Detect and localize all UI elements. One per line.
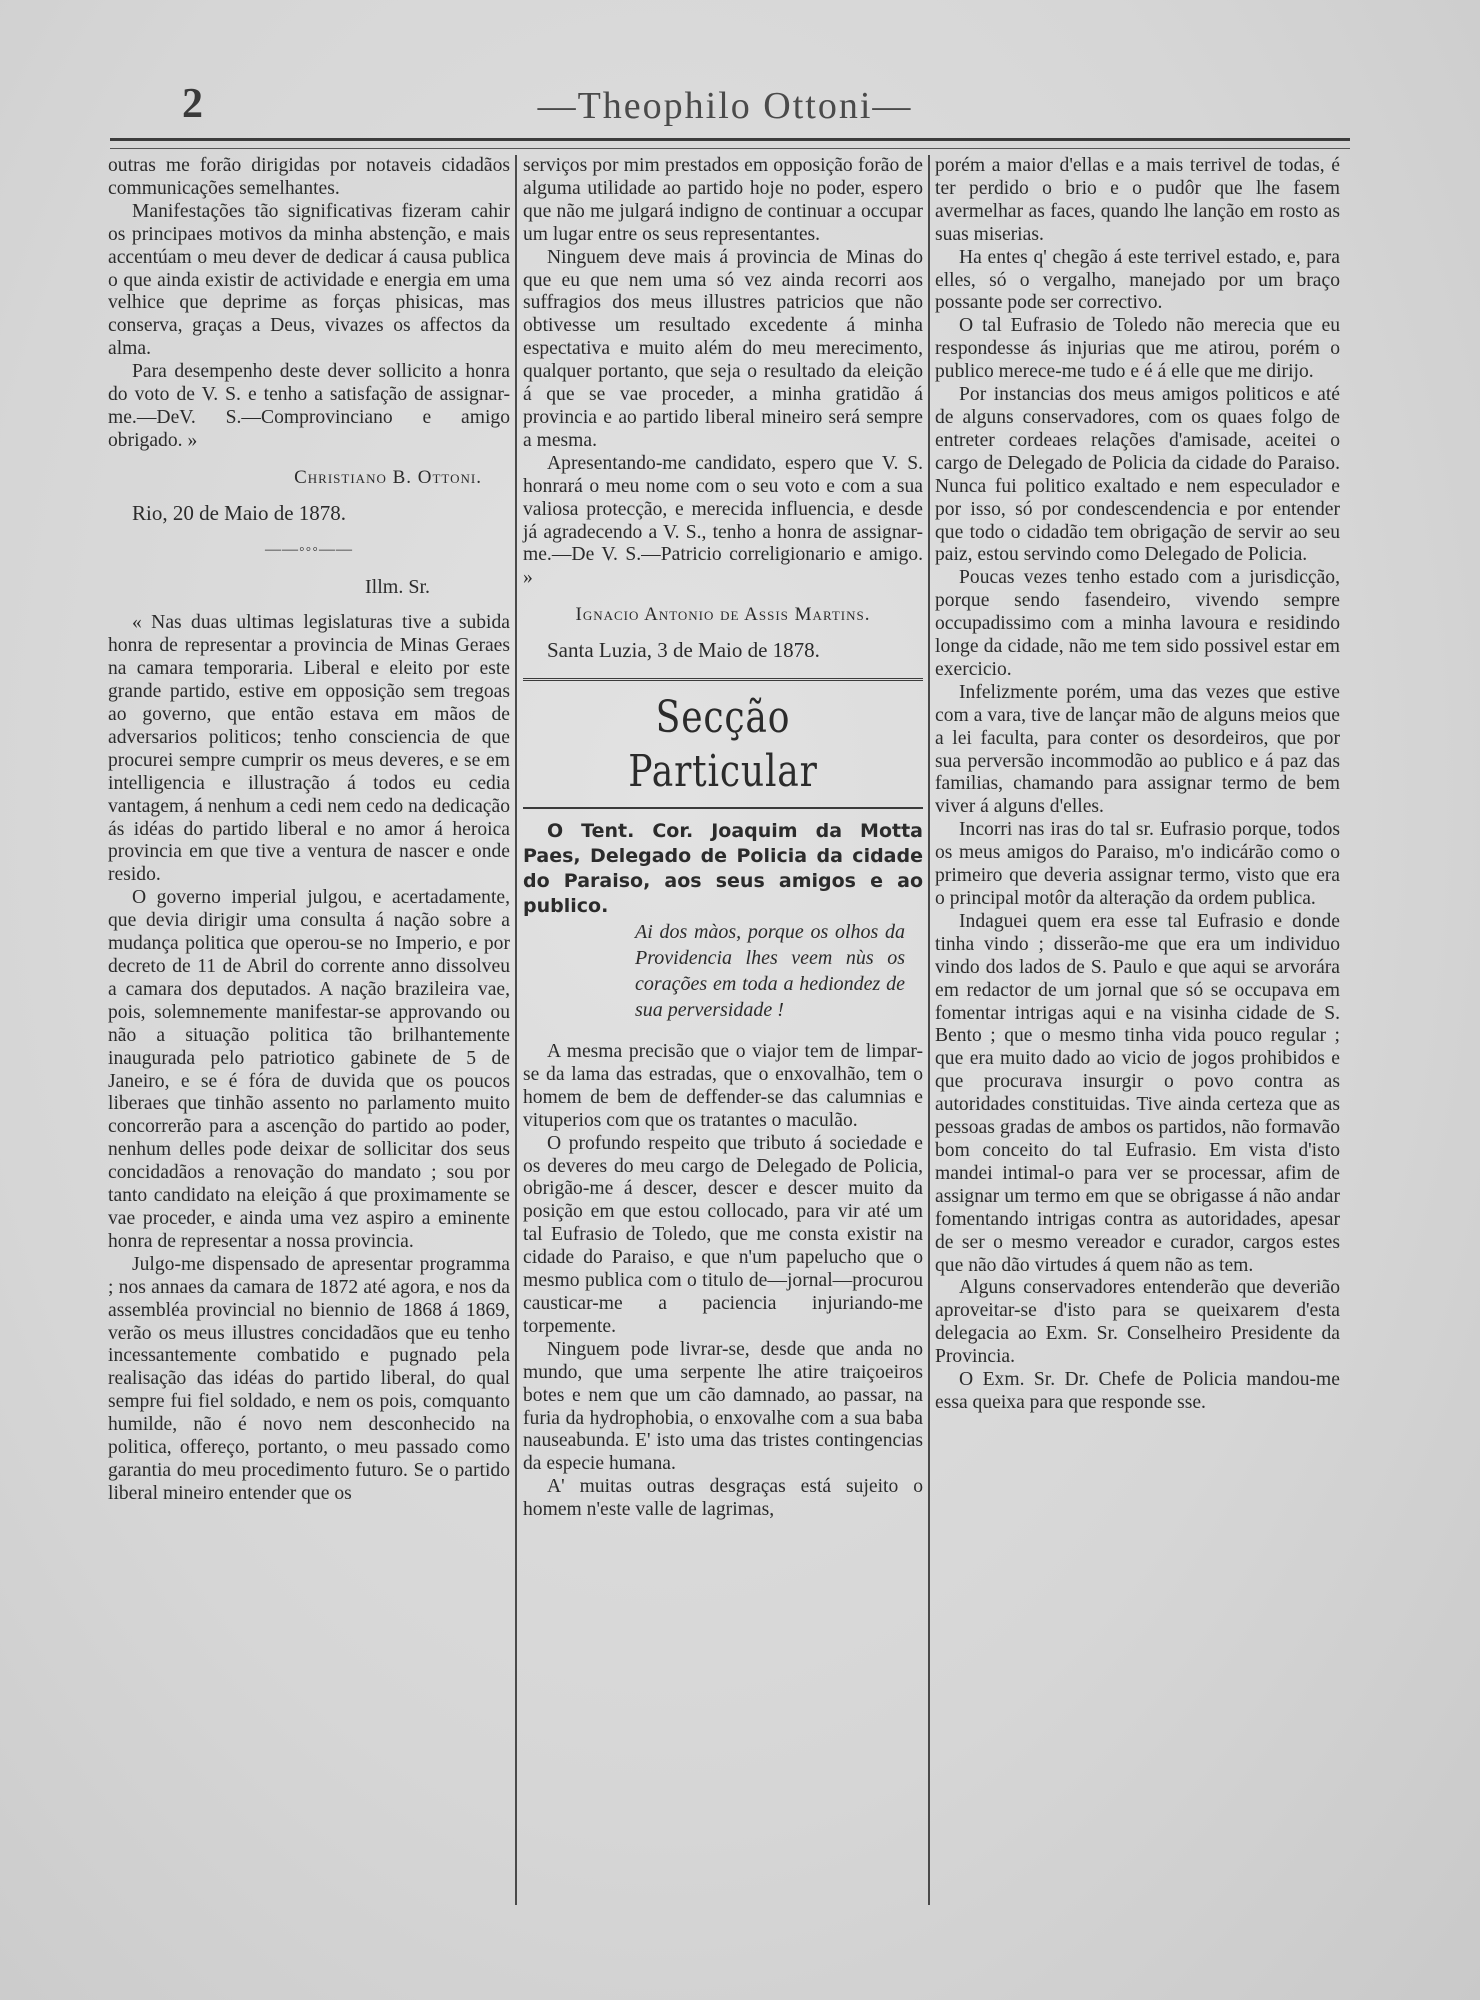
paragraph: Alguns conservadores entenderão que deverião aproveitar-se d'isto para se queixarem d'esta delegacia ao Exm. Sr. Conselheiro Presidente da Provincia. <box>935 1277 1340 1368</box>
newspaper-title: —Theophilo Ottoni— <box>537 85 913 127</box>
paragraph: Apresentando-me candidato, espero que V. S. honrará o meu nome com o seu voto e com a sua valiosa protecção, e merecida influencia, e desde já agradecendo a V. S., tenho a honra de assignar-me.—De V. S.—Patricio correligionario e amigo. » <box>523 452 923 589</box>
paragraph: O Exm. Sr. Dr. Chefe de Policia mandou-me essa queixa para que responde sse. <box>935 1369 1340 1413</box>
paragraph: A' muitas outras desgraças está sujeito o homem n'este valle de lagrimas, <box>523 1476 923 1521</box>
ornament-divider: ——◦◦◦—— <box>264 540 353 558</box>
section-header <box>523 678 923 809</box>
paragraph: « Nas duas ultimas legislaturas tive a subida honra de representar a provincia de Minas Geraes na camara temporaria. Liberal e eleito por este grande partido, estive em opposição sem tregoas ao governo, que então estava em mãos de adversarios politicos; tenho consciencia de que procurei sempre cumprir os meus deveres, e se em intelligencia e illustração á todos eu cedia vantagem, á nenhum a cedi nem cedo na dedicação ás idéas do partido liberal e no amor á heroica provincia em que tive a ventura de nascer e onde resido. <box>108 612 510 886</box>
dateline: Santa Luzia, 3 de Maio de 1878. <box>547 638 820 663</box>
paragraph: Por instancias dos meus amigos politicos e até de alguns conservadores, com os quaes folgo de entreter cordeaes relações d'amisade, aceitei o cargo de Delegado de Policia da cidade do Paraiso. Nunca fui politico exaltado e nem especulador e por isso, só por condescendencia e por entender que todo o cidadão tem obrigação de servir ao seu paiz, estou servindo como Delegado de Policia. <box>935 384 1340 566</box>
column-2 <box>523 155 923 1940</box>
paragraph: Ninguem pode livrar-se, desde que anda no mundo, que uma serpente lhe atire traiçoeiros botes e nem que um cão damnado, ao passar, na furia da hydrophobia, o enxovalhe com a sua baba nauseabunda. E' isto uma das tristes contingencias da especie humana. <box>523 1338 923 1475</box>
paragraph: Ninguem deve mais á provincia de Minas do que eu que nem uma só vez ainda recorri aos suffragios dos meus illustres patricios que não obtivesse um resultado excedente á minha espectativa e muito além do meu merecimento, qualquer portanto, que seja o resultado da eleição á que se vae proceder, a minha gratidão á provincia e ao partido liberal mineiro será sempre a mesma. <box>523 246 923 451</box>
dateline: Rio, 20 de Maio de 1878. <box>132 500 347 525</box>
epigraph-text: Ai dos màos, porque os olhos da Providencia lhes veem nùs os corações em toda a hediondez de sua perversidade ! <box>635 921 905 1022</box>
paragraph: Poucas vezes tenho estado com a jurisdicção, porque sendo fasendeiro, vivendo sempre occupadissimo com a minha lavoura e residindo longe da cidade, não me tem sido possivel estar em exercicio. <box>935 567 1340 680</box>
column-divider <box>928 155 930 1905</box>
paragraph: O governo imperial julgou, e acertadamente, que devia dirigir uma consulta á nação sobre a mudança politica que operou-se no Imperio, e por decreto de 11 de Abril do corrente anno dissolveu a camara dos deputados. A nação brazileira vae, pois, solemnemente manifestar-se approvando ou não a situação politica tão brilhantemente inaugurada pelo patriotico gabinete de 5 de Janeiro, e se é fóra de duvida que os poucos liberaes que tinhão assento no parlamento muito concorrerão para a ascenção do partido ao poder, nenhum delles pode deixar de sollicitar dos seus concidadãos a renovação do mandato ; sou por tanto candidato na eleição á que proximamente se vae proceder, e ainda uma vez aspiro a eminente honra de representar a nossa provincia. <box>108 887 510 1252</box>
column-divider <box>515 155 517 1905</box>
signature: Ignacio Antonio de Assis Martins. <box>575 604 871 626</box>
signature: Christiano B. Ottoni. <box>294 466 482 488</box>
paragraph: Incorri nas iras do tal sr. Eufrasio porque, todos os meus amigos do Paraiso, m'o indicárão como o primeiro que deveria assignar termo, visto que era o principal motôr da alteração da ordem publica. <box>935 819 1340 909</box>
epigraph <box>635 919 905 1023</box>
paragraph: Julgo-me dispensado de apresentar programma ; nos annaes da camara de 1872 até agora, e nos da assembléa provincial no biennio de 1868 á 1869, verão os meus illustres concidadãos que eu tenho incessantemente combatido e pugnado pela realisação das idéas do partido liberal, do qual sempre fui fiel soldado, e nem os pois, comquanto humilde, não é novo nem desconhecido na politica, offereço, portanto, o meu passado como garantia do meu procedimento futuro. Se o partido liberal mineiro entender que os <box>108 1253 510 1504</box>
paragraph: Infelizmente porém, uma das vezes que estive com a vara, tive de lançar mão de alguns meios que a lei faculta, para conter os desordeiros, que por sua perversão incommodão ao publico e á paz das familias, chamando para assignar termo de bem viver á alguns d'elles. <box>935 681 1340 818</box>
paragraph: outras me forão dirigidas por notaveis cidadãos communicações semelhantes. <box>108 155 510 199</box>
page-number: 2 <box>182 81 203 127</box>
paragraph: porém a maior d'ellas e a mais terrivel de todas, é ter perdido o brio e o pudôr que lhe fasem avermelhar as faces, quando lhe lanção em rosto as suas miserias. <box>935 155 1340 245</box>
section-title: Secção Particular <box>628 692 818 798</box>
paragraph: Indaguei quem era esse tal Eufrasio e donde tinha vindo ; disserão-me que era um individuo vindo dos lados de S. Paulo e que aqui se arvorára em redactor de um jornal que só se occupava em fomentar intrigas aqui e na visinha cidade de S. Bento ; que o mesmo tinha vida pouco regular ; que era muito dado ao vicio de jogos prohibidos e que procurava insurgir o povo contra as autoridades constituidas. Tive ainda certeza que as pessoas gradas de ambos os partidos, não formavão bom conceito do tal Eufrasio. Em vista d'isto mandei intimal-o para ver se processar, afim de assignar um termo em que se obrigasse á não andar fomentando intrigas contra as autoridades, apesar de ser o mesmo vereador e curador, cargos estes que não dão virtudes á quem não as tem. <box>935 910 1340 1276</box>
paragraph: serviços por mim prestados em opposição forão de alguma utilidade ao partido hoje no poder, espero que não me julgará indigno de continuar a occupar um lugar entre os seus representantes. <box>523 155 923 245</box>
paragraph: Manifestações tão significativas fizeram cahir os principaes motivos da minha abstenção, e mais accentúam o meu dever de dedicar á causa publica o que ainda existir de actividade e energia em uma velhice que deprime as forças phisicas, mas conserva, graças a Deus, vivazes os affectos da alma. <box>108 200 510 360</box>
paragraph: Ha entes q' chegão á este terrivel estado, e, para elles, só o vergalho, manejado por um braço possante pode ser correctivo. <box>935 246 1340 314</box>
header-rule <box>110 138 1350 149</box>
column-1 <box>108 155 510 1940</box>
salutation: Illm. Sr. <box>364 575 430 598</box>
column-3 <box>935 155 1340 1940</box>
paragraph: Para desempenho deste dever sollicito a honra do voto de V. S. e tenho a satisfação de assignar-me.—DeV. S.—Comprovinciano e amigo obrigado. » <box>108 361 510 451</box>
paragraph: O profundo respeito que tributo á sociedade e os deveres do meu cargo de Delegado de Policia, obrigão-me á descer, descer e descer muito da posição em que estou collocado, para vir até um tal Eufrasio de Toledo, que me consta existir na cidade do Paraiso, e que n'um papelucho que o mesmo publica com o titulo de—jornal—procurou causticar-me a paciencia injuriando-me torpemente. <box>523 1132 923 1337</box>
article-headline: O Tent. Cor. Joaquim da Motta Paes, Delegado de Policia da cidade do Paraiso, aos seus amigos e ao publico. <box>523 820 923 918</box>
paragraph: O tal Eufrasio de Toledo não merecia que eu respondesse ás injurias que me atirou, porém o publico merece-me tudo e é á elle que me dirijo. <box>935 315 1340 383</box>
paragraph: A mesma precisão que o viajor tem de limpar-se da lama das estradas, que o enxovalhão, tem o homem de bem de deffender-se das calumnias e vituperios com que os tratantes o maculão. <box>523 1041 923 1131</box>
